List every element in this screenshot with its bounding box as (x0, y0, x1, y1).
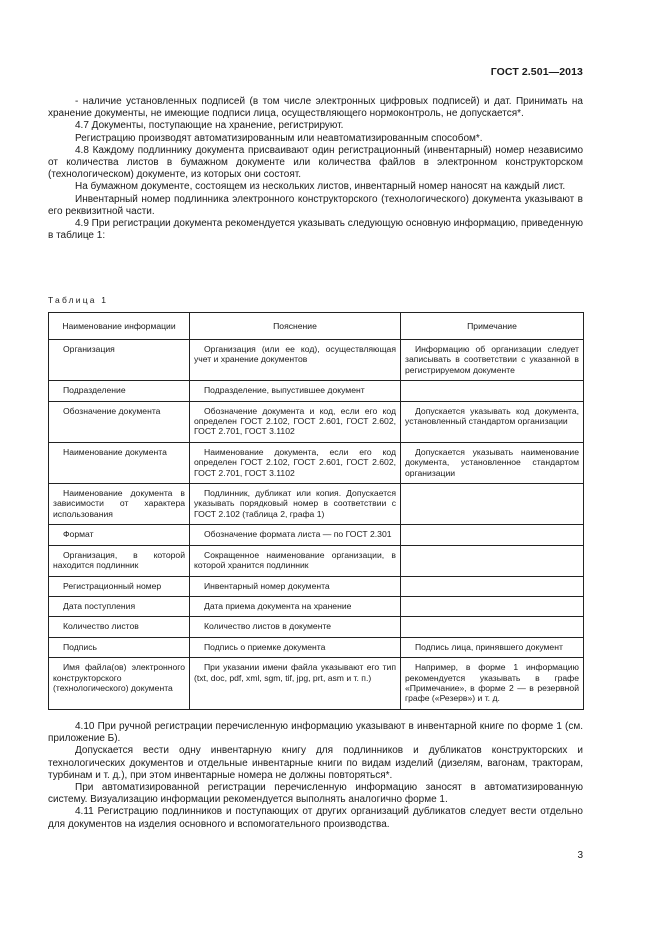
paragraph: 4.7 Документы, поступающие на хранение, регистрируют. (75, 120, 344, 132)
table-header-row (49, 313, 584, 340)
cell-text: Дата поступления (63, 600, 136, 611)
cell-text: Допускается указывать код документа, установленный стандартом организации (405, 405, 579, 427)
cell-text: Подразделение, выпустившее документ (204, 385, 365, 396)
table-cell (49, 596, 190, 616)
table-cell (49, 658, 190, 710)
table-cell (49, 442, 190, 483)
paragraph: Допускается вести одну инвентарную книгу для подлинников и дубликатов конструкторских и технологических документов и отдельные инвентарные книги по видам изделий (дизелям, вагонам, тракторам, турбинам и т. д.), при этом инвентарные номера не должны повторяться*. (48, 745, 583, 781)
cell-text: Количество листов в документе (204, 621, 332, 632)
table-cell (401, 442, 584, 483)
cell-text: Количество листов (63, 621, 139, 632)
table-row (49, 545, 584, 576)
table-cell (49, 340, 190, 381)
table-row (49, 340, 584, 381)
cell-text: При указании имени файла указывают его тип (txt, doc, pdf, xml, sgm, tif, jpg, prt, asm и т. п.) (194, 662, 396, 683)
cell-text: Сокращенное наименование организации, в которой хранится подлинник (194, 549, 396, 571)
table-cell (401, 596, 584, 616)
cell-text: Подразделение (63, 385, 126, 396)
cell-text: Наименование документа, если его код определен ГОСТ 2.102, ГОСТ 2.601, ГОСТ 2.602, ГОСТ 2.701, ГОСТ 3.1102 (194, 446, 396, 478)
cell-text: Дата приема документа на хранение (204, 600, 352, 611)
cell-text: Наименование документа (63, 446, 167, 457)
cell-text: Информацию об организации следует записывать в соответствии с указанной в регистрируемом документе (405, 344, 579, 375)
paragraph: Инвентарный номер подлинника электронного конструкторского (технологического) документа указывают в его реквизитной части. (48, 193, 583, 217)
table-cell (401, 401, 584, 442)
paragraph: Регистрацию производят автоматизированным или неавтоматизированным способом*. (75, 132, 483, 144)
table-cell (190, 617, 401, 637)
table-caption: Таблица 1 (48, 295, 109, 305)
cell-text: Подлинник, дубликат или копия. Допускается указывать порядковый номер в соответствии с ГОСТ 2.102 (таблица 2, графа 1) (194, 488, 396, 519)
table-row (49, 637, 584, 657)
cell-text: Подпись лица, принявшего документ (415, 641, 563, 652)
cell-text: Обозначение формата листа — по ГОСТ 2.301 (204, 529, 392, 540)
table-cell (190, 637, 401, 657)
table-cell (401, 576, 584, 596)
cell-text: Обозначение документа (63, 405, 161, 416)
cell-text: Регистрационный номер (63, 580, 162, 591)
table-row (49, 596, 584, 616)
paragraph: 4.8 Каждому подлиннику документа присваивают один регистрационный (инвентарный) номер независимо от количества листов в бумажном документе или количества файлов в электронном конструкторском (технологическом) документе, из которых они состоят. (48, 144, 583, 181)
cell-text: Например, в форме 1 информацию рекомендуется указывать в графе «Примечание», в форме 2 — в резервной графе («Резерв») и т. д. (405, 662, 579, 704)
table-cell (401, 637, 584, 657)
cell-text: Допускается указывать наименование документа, установленное стандартом организации (405, 446, 579, 478)
paragraph: 4.9 При регистрации документа рекомендуется указывать следующую основную информацию, приведенную в таблице 1: (48, 218, 583, 242)
cell-text: Организация (63, 344, 115, 354)
table-cell (190, 545, 401, 576)
table-cell (190, 658, 401, 710)
table-cell (49, 545, 190, 576)
table-cell (49, 617, 190, 637)
table-row (49, 401, 584, 442)
paragraph: При автоматизированной регистрации перечисленную информацию заносят в автоматизированную систему. Визуализацию информации рекомендуется выполнять аналогично форме 1. (48, 782, 583, 806)
table-cell (49, 637, 190, 657)
table-row (49, 576, 584, 596)
table-cell (401, 525, 584, 545)
table-cell (190, 576, 401, 596)
table-cell (190, 401, 401, 442)
cell-text: Обозначение документа и код, если его код определен ГОСТ 2.102, ГОСТ 2.601, ГОСТ 2.602, ГОСТ 2.701, ГОСТ 3.1102 (194, 405, 396, 437)
table-cell (401, 340, 584, 381)
intro-text-block (48, 96, 583, 242)
table-cell (49, 576, 190, 596)
table-cell (401, 617, 584, 637)
paragraph: На бумажном документе, состоящем из нескольких листов, инвентарный номер наносят на каждый лист. (75, 181, 566, 193)
cell-text: Подпись (63, 641, 98, 652)
table-cell (190, 381, 401, 401)
cell-text: Инвентарный номер документа (204, 580, 330, 591)
table-cell (190, 340, 401, 381)
paragraph: 4.10 При ручной регистрации перечисленную информацию указывают в инвентарной книге по форме 1 (см. приложение Б). (48, 721, 583, 745)
table-cell (190, 525, 401, 545)
table-cell (49, 525, 190, 545)
table-row (49, 617, 584, 637)
table-cell (190, 484, 401, 525)
cell-text: Подпись о приемке документа (204, 641, 326, 652)
column-header: Примечание (401, 313, 584, 340)
column-header: Наименование информации (49, 313, 190, 340)
paragraph: - наличие установленных подписей (в том числе электронных цифровых подписей) и дат. Принимать на хранение документы, не имеющие подписи лица, осуществляющего нормоконтроль, не допускается*. (48, 96, 583, 120)
table-cell (401, 484, 584, 525)
registration-info-table (48, 312, 584, 710)
table-cell (190, 596, 401, 616)
table-row (49, 442, 584, 483)
table-row (49, 381, 584, 401)
table-cell (49, 484, 190, 525)
column-header: Пояснение (190, 313, 401, 340)
table-cell (190, 442, 401, 483)
closing-text-block (48, 721, 583, 831)
table-cell (401, 658, 584, 710)
cell-text: Имя файла(ов) электронного конструкторского (технологического) документа (53, 662, 185, 693)
table-cell (401, 381, 584, 401)
table-cell (49, 401, 190, 442)
document-code-header: ГОСТ 2.501—2013 (490, 66, 583, 78)
cell-text: Организация (или ее код), осуществляющая учет и хранение документов (194, 344, 396, 365)
cell-text: Формат (63, 529, 94, 540)
table-row (49, 658, 584, 710)
table-cell (401, 545, 584, 576)
cell-text: Наименование документа в зависимости от характера использования (53, 488, 185, 519)
cell-text: Организация, в которой находится подлинник (53, 549, 185, 571)
page-number: 3 (577, 850, 583, 861)
paragraph: 4.11 Регистрацию подлинников и поступающих от других организаций дубликатов следует вести отдельно для документов на изделия основного и вспомогательного производства. (48, 806, 583, 830)
table-row (49, 525, 584, 545)
table-row (49, 484, 584, 525)
table-cell (49, 381, 190, 401)
